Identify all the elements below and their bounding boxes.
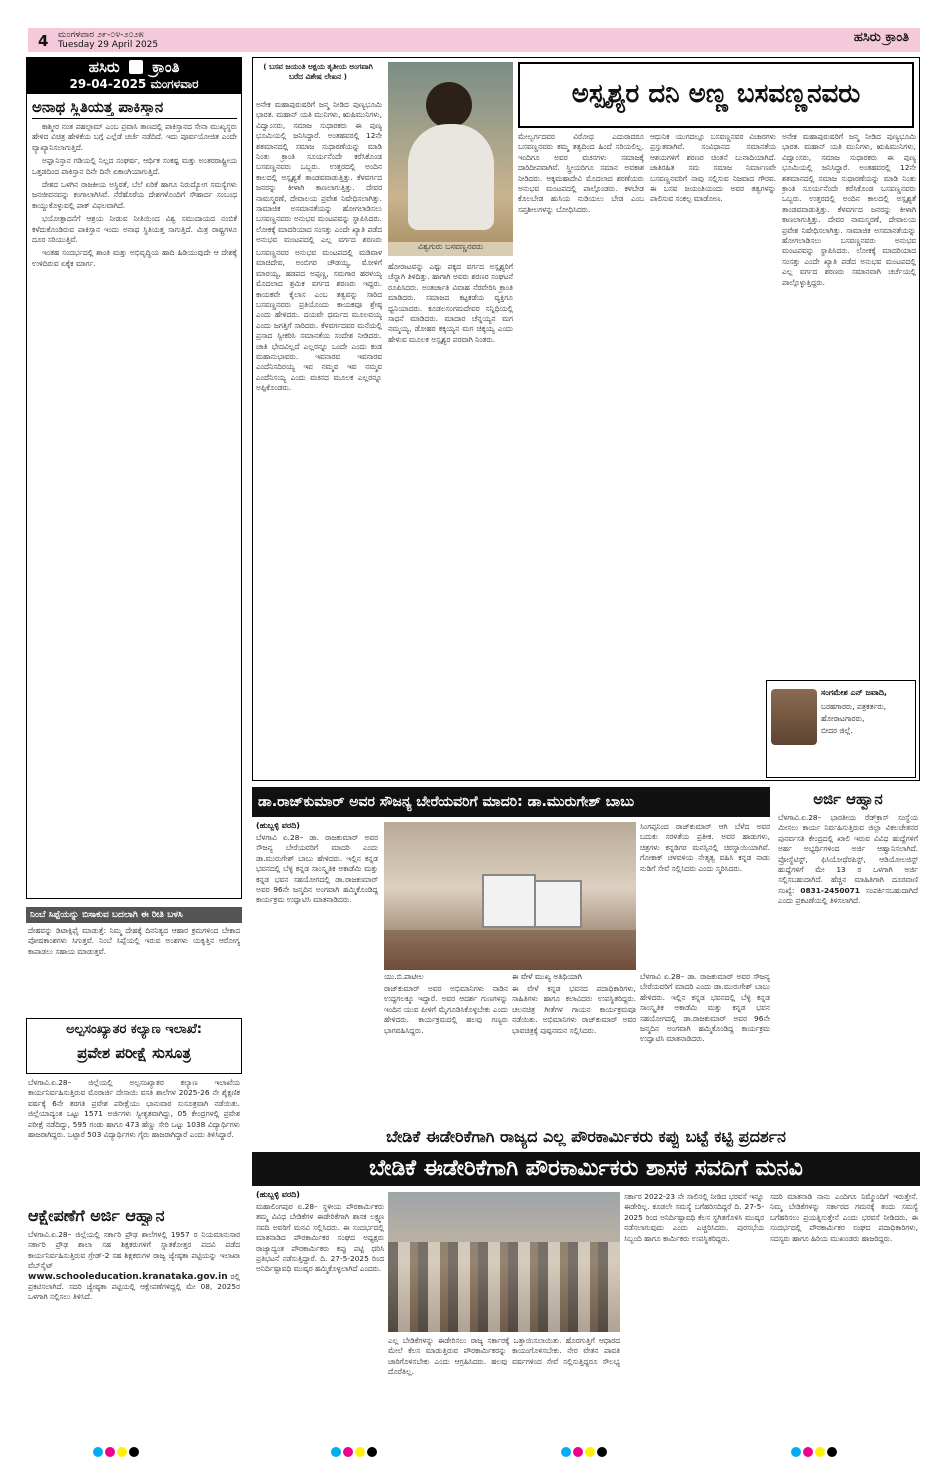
author-name: ಸಂಗಮೇಶ ಎನ್ ಜವಾದಿ,	[821, 688, 888, 697]
basava-col-3: ಮೇಲ್ವರ್ಗದವರ ವಿರೋಧ ಎದುರಾದರೂ ಬಸವಣ್ಣನವರು ತಮ್ಮ ತತ್ವದಿಂದ ಹಿಂದೆ ಸರಿಯಲಿಲ್ಲ. ಇಂದಿಗೂ ಅವರ ವಚನಗಳು ಸಮಾಜಕ್ಕೆ ದಾರಿದೀಪವಾಗಿವೆ. ಸ್ತ್ರೀಯರಿಗೂ ಸಮಾನ ಅವಕಾಶ ನೀಡಿದರು. ಅಕ್ಕಮಹಾದೇವಿ ಮೊದಲಾದ ಶರಣೆಯರು ಅನುಭವ ಮಂಟಪದಲ್ಲಿ ಪಾಲ್ಗೊಂಡರು. ಕಳಬೇಡ ಕೊಲಬೇಡ ಹುಸಿಯ ನುಡಿಯಲು ಬೇಡ ಎಂಬ ಸಪ್ತಶೀಲಗಳನ್ನು ಬೋಧಿಸಿದರು.	[518, 132, 644, 214]
editorial-paragraph: ದೇಶದ ಒಳಗಿನ ರಾಜಕೀಯ ಅಸ್ಥಿರತೆ, ಬೆಲೆ ಏರಿಕೆ ಹಾಗೂ ನಿರುದ್ಯೋಗ ಸಮಸ್ಯೆಗಳು ಜನಜೀವನವನ್ನು ಕಂಗಾಲಾಗಿಸಿವೆ. ನೆರೆಹೊರೆಯ ದೇಶಗಳೊಂದಿಗೆ ಸೌಹಾರ್ದ ಸಂಬಂಧ ಕಾಯ್ದುಕೊಳ್ಳುವಲ್ಲಿ ಪಾಕ್ ವಿಫಲವಾಗಿದೆ.	[32, 180, 237, 210]
objection-body	[28, 1230, 240, 1426]
rajkumar-col-4: ಸಿಂಗಪ್ಪನಿಂದ ರಾಜ್‌ಕುಮಾರ್ ಆಗಿ ಬೆಳೆದ ಅವರ ಬದುಕು ಸರಳತೆಯ ಪ್ರತೀಕ. ಅವರ ಹಾಡುಗಳು, ಚಿತ್ರಗಳು ಕನ್ನಡಿಗರ ಮನಸ್ಸಿನಲ್ಲಿ ಚಿರಸ್ಥಾಯಿಯಾಗಿವೆ. ಗೋಕಾಕ್ ಚಳವಳಿಯ ನೇತೃತ್ವ ವಹಿಸಿ ಕನ್ನಡ ನಾಡು ನುಡಿಗೆ ಸೇವೆ ಸಲ್ಲಿಸಿದರು ಎಂದು ಸ್ಮರಿಸಿದರು.	[640, 822, 770, 873]
portrait-robe	[408, 124, 494, 230]
basava-headline: ಅಸ್ಪೃಶ್ಯರ ದನಿ ಅಣ್ಣ ಬಸವಣ್ಣನವರು	[518, 62, 914, 128]
rajkumar-col-2: ರಾಜ್‌ಕುಮಾರ್ ಅವರ ಅಭಿಮಾನಿಗಳು ನಾಡಿನ ಉದ್ದಗಲಕ್ಕೂ ಇದ್ದಾರೆ. ಅವರ ಆದರ್ಶ ಗುಣಗಳನ್ನು ಇಂದಿನ ಯುವ ಪೀಳಿಗೆ ಮೈಗೂಡಿಸಿಕೊಳ್ಳಬೇಕು ಎಂದು ಹೇಳಿದರು. ಕಾರ್ಯಕ್ರಮದಲ್ಲಿ ಹಲವು ಗಣ್ಯರು ಭಾಗವಹಿಸಿದ್ದರು.	[384, 984, 508, 1035]
reg-mark	[117, 1447, 127, 1457]
paper-name-right: ಕ್ರಾಂತಿ	[152, 58, 180, 76]
arji-body	[778, 813, 918, 1113]
objection-title: ಆಕ್ಷೇಪಣೆಗೆ ಅರ್ಜಿ ಆಹ್ವಾನ	[28, 1206, 165, 1225]
author-photo	[771, 689, 817, 745]
reg-mark	[561, 1447, 571, 1457]
editorial-paragraph: ಅಫ್ಘಾನಿಸ್ತಾನ ಗಡಿಯಲ್ಲಿ ನಿಲ್ಲದ ಸಂಘರ್ಷ, ಆರ್ಥಿಕ ಸಂಕಷ್ಟ ಮತ್ತು ಅಂತರರಾಷ್ಟ್ರೀಯ ಒತ್ತಡದಿಂದ ಪಾಕಿಸ್ತಾನ ದಿನೇ ದಿನೇ ಏಕಾಂಗಿಯಾಗುತ್ತಿದೆ.	[32, 156, 237, 176]
reg-mark	[573, 1447, 583, 1457]
reg-mark	[597, 1447, 607, 1457]
author-line-3: ಹೋರಾಟಗಾರರು,	[821, 714, 865, 723]
basava-col-1: ಅನೇಕ ಮಹಾಪುರುಷರಿಗೆ ಜನ್ಮ ನೀಡಿದ ಪುಣ್ಯಭೂಮಿ ಭಾರತ. ಮಹಾನ್ ಯತಿ ಮುನಿಗಳು, ಋಷಿಮುನಿಗಳು, ವಿದ್ವಾಂಸರು, ಸಮಾಜ ಸುಧಾರಕರು ಈ ಪುಣ್ಯ ಭೂಮಿಯಲ್ಲಿ ಜನಿಸಿದ್ದಾರೆ. ಅಂತಹವರಲ್ಲಿ 12ನೇ ಶತಮಾನದಲ್ಲಿ ಸಮಾಜ ಸುಧಾರಣೆಯನ್ನು ಮಾಡಿ ನಿಂತು ಕ್ರಾಂತಿ ಸೂರ್ಯನೆಂದೇ ಕರೆಸಿಕೊಂಡ ಬಸವಣ್ಣನವರು ಒಬ್ಬರು. ಉತ್ತರದಲ್ಲಿ ಅಂದಿನ ಕಾಲದಲ್ಲಿ ಅಸ್ಪೃಶ್ಯತೆ ತಾಂಡವವಾಡುತ್ತಿತ್ತು. ಕೆಳವರ್ಗದ ಜನರನ್ನು ಕೀಳಾಗಿ ಕಾಣಲಾಗುತ್ತಿತ್ತು. ದೇವರ ನಾಮಸ್ಮರಣೆ, ದೇವಾಲಯ ಪ್ರವೇಶ ನಿಷೇಧಿಸಲಾಗಿತ್ತು. ಸಾಮಾಜಿಕ ಅಸಮಾನತೆಯನ್ನು ಹೋಗಲಾಡಿಸಲು ಬಸವಣ್ಣನವರು ಅನುಭವ ಮಂಟಪವನ್ನು ಸ್ಥಾಪಿಸಿದರು. ಲೋಕಕ್ಕೆ ಮಾದರಿಯಾದ ಸಂಸತ್ತು ಎಂದೇ ಖ್ಯಾತಿ ಪಡೆದ ಅನುಭವ ಮಂಟಪದಲ್ಲಿ ಎಲ್ಲ ವರ್ಗದ ಶರಣರು	[256, 100, 382, 244]
exam-title-line1: ಅಲ್ಪಸಂಖ್ಯಾತರ ಕಲ್ಯಾಣ ಇಲಾಖೆ:	[66, 1022, 202, 1037]
paper-name-left: ಹಸಿರು	[88, 58, 120, 76]
basava-portrait	[388, 62, 513, 254]
tip-body: ದೇಹವನ್ನು ಡಿಟಾಕ್ಸಿಫೈ ಮಾಡುತ್ತೆ: ನಿಮ್ಮ ದೇಹಕ್ಕೆ ದಿನನಿತ್ಯದ ಆಹಾರ ಕ್ರಮಗಳಿಂದ ಬೇಕಾದ ಪೋಷಕಾಂಶಗಳು ಸಿಗುತ್ತವೆ. ನಿಂಬೆ ಸಿಪ್ಪೆಯಲ್ಲಿ ಇರುವ ಅಂಶಗಳು ಯಕೃತ್ತಿನ ಆರೋಗ್ಯ ಕಾಪಾಡಲು ಸಹಾಯ ಮಾಡುತ್ತವೆ.	[28, 926, 240, 956]
workers-col-2: ಎಲ್ಲ ಬೇಡಿಕೆಗಳನ್ನು ಈಡೇರಿಸಲು ರಾಜ್ಯ ಸರ್ಕಾರಕ್ಕೆ ಒತ್ತಾಯಿಸಲಾಯಿತು. ಹೊರಗುತ್ತಿಗೆ ಆಧಾರದ ಮೇಲೆ ಕೆಲಸ ಮಾಡುತ್ತಿರುವ ಪೌರಕಾರ್ಮಿಕರನ್ನು ಕಾಯಂಗೊಳಿಸಬೇಕು. ನೇರ ವೇತನ ಪಾವತಿ ಜಾರಿಗೊಳಿಸಬೇಕು ಎಂದು ಆಗ್ರಹಿಸಿದರು. ಹಲವು ವರ್ಷಗಳಿಂದ ಸೇವೆ ಸಲ್ಲಿಸುತ್ತಿದ್ದರೂ ಸೌಲಭ್ಯ ದೊರೆತಿಲ್ಲ.	[388, 1336, 620, 1377]
workers-photo	[388, 1192, 620, 1332]
workers-col-1: ಮಹಾಲಿಂಗಪುರ ಏ.28– ಸ್ಥಳೀಯ ಪೌರಕಾರ್ಮಿಕರು ತಮ್ಮ ವಿವಿಧ ಬೇಡಿಕೆಗಳ ಈಡೇರಿಕೆಗಾಗಿ ಶಾಸಕ ಲಕ್ಷ್ಮಣ ಸವದಿ ಅವರಿಗೆ ಮನವಿ ಸಲ್ಲಿಸಿದರು. ಈ ಸಂದರ್ಭದಲ್ಲಿ ಮಾತನಾಡಿದ ಪೌರಕಾರ್ಮಿಕರ ಸಂಘದ ಅಧ್ಯಕ್ಷರು ರಾಜ್ಯಾದ್ಯಂತ ಪೌರಕಾರ್ಮಿಕರು ಕಪ್ಪು ಪಟ್ಟಿ ಧರಿಸಿ ಪ್ರತಿಭಟನೆ ನಡೆಸುತ್ತಿದ್ದಾರೆ. ದಿ. 27-5-2025 ರಿಂದ ಅನಿರ್ದಿಷ್ಟಾವಧಿ ಮುಷ್ಕರ ಹಮ್ಮಿಕೊಳ್ಳಲಾಗಿದೆ ಎಂದರು.	[256, 1202, 384, 1274]
arji-title: ಅರ್ಜಿ ಆಹ್ವಾನ	[813, 790, 883, 808]
author-line-4: ಬೀದರ ಜಿಲ್ಲೆ.	[821, 726, 853, 735]
reg-mark	[585, 1447, 595, 1457]
author-line-2: ಬರಹಗಾರರು, ಪತ್ರಕರ್ತರು,	[821, 702, 887, 711]
date-line	[58, 30, 158, 50]
editorial-paragraph: ಇಂತಹ ಸಂದರ್ಭದಲ್ಲಿ ಶಾಂತಿ ಮತ್ತು ಅಭಿವೃದ್ಧಿಯ ಹಾದಿ ಹಿಡಿಯುವುದೇ ಆ ದೇಶಕ್ಕೆ ಉಳಿದಿರುವ ಏಕೈಕ ಮಾರ್ಗ.	[32, 248, 237, 268]
workers-strap: ಬೇಡಿಕೆ ಈಡೇರಿಕೆಗಾಗಿ ರಾಜ್ಯದ ಎಲ್ಲ ಪೌರಕಾರ್ಮಿಕರು ಕಪ್ಪು ಬಟ್ಟೆ ಕಟ್ಟಿ ಪ್ರದರ್ಶನ	[386, 1127, 786, 1146]
portrait-frame	[534, 880, 582, 928]
editorial-paragraph: ಭಯೋತ್ಪಾದನೆಗೆ ಆಶ್ರಯ ನೀಡುವ ನೀತಿಯಿಂದ ವಿಶ್ವ ಸಮುದಾಯದ ನಂಬಿಕೆ ಕಳೆದುಕೊಂಡಿರುವ ಪಾಕಿಸ್ತಾನ ಇಂದು ಅನಾಥ ಸ್ಥಿತಿಯತ್ತ ಸಾಗುತ್ತಿದೆ. ಮಿತ್ರ ರಾಷ್ಟ್ರಗಳೂ ದೂರ ಸರಿಯುತ್ತಿವೆ.	[32, 214, 237, 245]
reg-mark	[105, 1447, 115, 1457]
logo-icon	[129, 60, 143, 74]
registration-marks	[790, 1442, 838, 1461]
objection-url[interactable]: www.schooleducation.kranataka.gov.in	[28, 1271, 228, 1282]
portrait-head	[426, 82, 472, 128]
arji-text: ಬೆಳಗಾವಿ.ಏ.28– ಭಾರತೀಯ ರೆಡ್‌ಕ್ರಾಸ್ ಸಂಸ್ಥೆಯ ಮೀಸಲು ಕಾರ್ಯ ನಿರ್ವಹಿಸುತ್ತಿರುವ ಜಿಲ್ಲಾ ವಿಕಲಚೇತನರ ಪುನರ್ವಸತಿ ಕೇಂದ್ರದಲ್ಲಿ ಖಾಲಿ ಇರುವ ವಿವಿಧ ಹುದ್ದೆಗಳಿಗೆ ಅರ್ಹ ಅಭ್ಯರ್ಥಿಗಳಿಂದ ಅರ್ಜಿ ಆಹ್ವಾನಿಸಲಾಗಿದೆ. ಪ್ರೋಸ್ಥೆಟಿಸ್ಟ್, ಫಿಸಿಯೋಥೆರಪಿಸ್ಟ್, ಆಡಿಯೋಲಜಿಸ್ಟ್ ಹುದ್ದೆಗಳಿಗೆ ಮೇ 13 ರ ಒಳಗಾಗಿ ಅರ್ಜಿ ಸಲ್ಲಿಸಬಹುದಾಗಿದೆ. ಹೆಚ್ಚಿನ ಮಾಹಿತಿಗಾಗಿ ದೂರವಾಣಿ ಸಂಖ್ಯೆ:	[778, 813, 918, 895]
objection-text-2: ರಲ್ಲಿ ಪ್ರಕಟಿಸಲಾಗಿದೆ. ಸದರಿ ಜ್ಯೇಷ್ಠತಾ ಪಟ್ಟಿಯಲ್ಲಿ ಆಕ್ಷೇಪಣೆಗಳಿದ್ದಲ್ಲಿ ಮೇ 08, 2025ರ ಒಳಗಾಗಿ ಸಲ್ಲಿಸಲು ತಿಳಿಸಿದೆ.	[28, 1271, 240, 1302]
rajkumar-headline: ಡಾ.ರಾಜ್‌ಕುಮಾರ್ ಅವರ ಸೌಜನ್ಯ ಬೇರೆಯವರಿಗೆ ಮಾದರಿ: ಡಾ.ಮುರುಗೇಶ್ ಬಾಬು	[252, 787, 770, 817]
editorial-date: 29-04-2025 ಮಂಗಳವಾರ	[69, 77, 199, 91]
rajkumar-col-1: ಬೆಳಗಾವಿ ಏ.28– ಡಾ. ರಾಜಕುಮಾರ್ ಅವರ ಸೌಜನ್ಯ ಬೇರೆಯವರಿಗೆ ಮಾದರಿ ಎಂದು ಡಾ.ಮುರುಗೇಶ್ ಬಾಬು ಹೇಳಿದರು. ಇಲ್ಲಿನ ಕನ್ನಡ ಭವನದಲ್ಲಿ ಬೆಳ್ಳಿ ಕನ್ನಡ ಸಾಂಸ್ಕೃತಿಕ ಅಕಾಡೆಮಿ ಮತ್ತು ಕನ್ನಡ ಭವನ ಸಹಯೋಗದಲ್ಲಿ ಡಾ.ರಾಜಕುಮಾರ್ ಅವರ 96ನೇ ಜನ್ಮದಿನ ಅಂಗವಾಗಿ ಹಮ್ಮಿಕೊಂಡಿದ್ದ ಕಾರ್ಯಕ್ರಮ ಉದ್ಘಾಟಿಸಿ ಮಾತನಾಡಿದರು.	[256, 833, 378, 905]
workers-headline: ಬೇಡಿಕೆ ಈಡೇರಿಕೆಗಾಗಿ ಪೌರಕಾರ್ಮಿಕರು ಶಾಸಕ ಸವದಿಗೆ ಮನವಿ	[252, 1152, 920, 1186]
reg-mark	[827, 1447, 837, 1457]
tip-title: ನಿಂಬೆ ಸಿಪ್ಪೆಯನ್ನು ಬಿಸಾಕುವ ಬದಲಾಗಿ ಈ ರೀತಿ ಬಳಸಿ	[26, 907, 242, 923]
registration-marks	[92, 1442, 140, 1461]
rajkumar-col-5: ಬೆಳಗಾವಿ ಏ.28– ಡಾ. ರಾಜಕುಮಾರ್ ಅವರ ಸೌಜನ್ಯ ಬೇರೆಯವರಿಗೆ ಮಾದರಿ ಎಂದು ಡಾ.ಮುರುಗೇಶ್ ಬಾಬು ಹೇಳಿದರು. ಇಲ್ಲಿನ ಕನ್ನಡ ಭವನದಲ್ಲಿ ಬೆಳ್ಳಿ ಕನ್ನಡ ಸಾಂಸ್ಕೃತಿಕ ಅಕಾಡೆಮಿ ಮತ್ತು ಕನ್ನಡ ಭವನ ಸಹಯೋಗದಲ್ಲಿ ಡಾ.ರಾಜಕುಮಾರ್ ಅವರ 96ನೇ ಜನ್ಮದಿನ ಅಂಗವಾಗಿ ಹಮ್ಮಿಕೊಂಡಿದ್ದ ಕಾರ್ಯಕ್ರಮ ಉದ್ಘಾಟಿಸಿ ಮಾತನಾಡಿದರು.	[640, 972, 770, 1044]
arji-phone[interactable]: 0831-2450071	[800, 885, 860, 895]
exam-body: ಬೆಳಗಾವಿ.ಏ.28– ಜಿಲ್ಲೆಯಲ್ಲಿ ಅಲ್ಪಸಂಖ್ಯಾತರ ಕಲ್ಯಾಣ ಇಲಾಖೆಯ ಕಾರ್ಯನಿರ್ವಹಿಸುತ್ತಿರುವ ಮೊರಾರ್ಜಿ ದೇಸಾಯಿ ವಸತಿ ಶಾಲೆಗಳ 2025-26 ನೇ ಶೈಕ್ಷಣಿಕ ವರ್ಷಕ್ಕೆ 6ನೇ ತರಗತಿ ಪ್ರವೇಶ ಪರೀಕ್ಷೆಯು ಭಾನುವಾರ ಸುಸೂತ್ರವಾಗಿ ನಡೆಯಿತು. ಜಿಲ್ಲೆಯಾದ್ಯಂತ ಒಟ್ಟು 1571 ಅರ್ಜಿಗಳು ಸ್ವೀಕೃತವಾಗಿದ್ದು, 05 ಕೇಂದ್ರಗಳಲ್ಲಿ ಪ್ರವೇಶ ಪರೀಕ್ಷೆ ನಡೆದಿದ್ದು, 595 ಗಂಡು ಹಾಗೂ 473 ಹೆಣ್ಣು ಸೇರಿ ಒಟ್ಟು 1038 ವಿದ್ಯಾರ್ಥಿಗಳು ಹಾಜರಾಗಿದ್ದರು. ಒಟ್ಟಾರೆ 503 ವಿದ್ಯಾರ್ಥಿಗಳು ಗೈರು ಹಾಜರಾಗಿದ್ದಾರೆ ಎಂದು ತಿಳಿಸಿದ್ದಾರೆ.	[28, 1078, 240, 1140]
date-english: Tuesday 29 April 2025	[58, 40, 159, 50]
reg-mark	[815, 1447, 825, 1457]
workers-dateline: (ಹುಬ್ಬಳ್ಳಿ ವರದಿ)	[256, 1190, 300, 1199]
reg-mark	[803, 1447, 813, 1457]
rajkumar-caption-2: ಈ ವೇಳೆ ಮುಖ್ಯ ಅತಿಥಿಯಾಗಿ	[512, 972, 582, 981]
arji-text-2: ಸಂಪರ್ಕಿಸಬಹುದಾಗಿದೆ ಎಂದು ಪ್ರಕಟಣೆಯಲ್ಲಿ ತಿಳಿಸಲಾಗಿದೆ.	[778, 885, 918, 906]
portrait-frame	[482, 874, 536, 928]
stage	[384, 930, 636, 970]
editorial-paragraph: ಕಾಶ್ಮೀರ ನಂತ ಪಹಲ್ಗಾಮ್ ಎಂಬ ಪ್ರವಾಸಿ ತಾಣದಲ್ಲಿ ಪಾಕಿಸ್ತಾನದ ಸೇನಾ ಮುಖ್ಯಸ್ಥರು ಹೇಳಿದ ವಿಚಿತ್ರ ಹೇಳಿಕೆಯ ಬಗ್ಗೆ ಎಲ್ಲೆಡೆ ಚರ್ಚೆ ನಡೆದಿದೆ. ಇದು ಪೂರ್ವಯೋಜಿತ ಎಂದೇ ವ್ಯಾಖ್ಯಾನಿಸಲಾಗುತ್ತಿದೆ.	[32, 122, 237, 152]
rajkumar-event-photo	[384, 822, 636, 970]
exam-title-box	[26, 1018, 242, 1074]
basava-col-4: ಆಧುನಿಕ ಯುಗದಲ್ಲೂ ಬಸವಣ್ಣನವರ ವಿಚಾರಗಳು ಪ್ರಸ್ತುತವಾಗಿವೆ. ಸಂವಿಧಾನದ ಸಮಾನತೆಯ ಆಶಯಗಳಿಗೆ ಶರಣರ ಚಿಂತನೆ ಬುನಾದಿಯಾಗಿದೆ. ಜಾತಿರಹಿತ ಸಮ ಸಮಾಜ ನಿರ್ಮಾಣವೇ ಬಸವಣ್ಣನವರಿಗೆ ನಾವು ಸಲ್ಲಿಸುವ ನಿಜವಾದ ಗೌರವ. ಈ ಬಸವ ಜಯಂತಿಯಂದು ಅವರ ತತ್ವಗಳನ್ನು ಪಾಲಿಸುವ ಸಂಕಲ್ಪ ಮಾಡೋಣ.	[650, 132, 776, 204]
author-box	[766, 680, 916, 778]
basava-col-2: ಹೋರಾಟವನ್ನು ಎಷ್ಟು ಪಕ್ಕದ ವರ್ಗದ ಅಸ್ಪೃಶ್ಯರಿಗೆ ಚೆನ್ನಾಗಿ ತಿಳಿದಿತ್ತು. ಹಾಗಾಗಿ ಅವರು ಶರಣರ ಸಂಘಟನೆ ರೂಪಿಸಿದರು. ಅಂತರ್ಜಾತಿ ವಿವಾಹ ನೆರವೇರಿಸಿ ಕ್ರಾಂತಿ ಮಾಡಿದರು. ಸಮಾಜದ ಕಟ್ಟಕಡೆಯ ವ್ಯಕ್ತಿಗೂ ಧ್ವನಿಯಾದರು. ಕೂಡಲಸಂಗಮದೇವರ ಸನ್ನಿಧಿಯಲ್ಲಿ ಸಾಧನೆ ಮಾಡಿದರು. ಮಾದಾರ ಚೆನ್ನಯ್ಯನ ಮಗ ನಮ್ಮಯ್ಯ, ಡೋಹರ ಕಕ್ಕಯ್ಯನ ಮಗ ಚಿಕ್ಕಯ್ಯ ಎಂದು ಹೇಳುವ ಮೂಲಕ ಅಸ್ಪೃಶ್ಯರ ಪರವಾಗಿ ನಿಂತರು.	[388, 262, 513, 344]
registration-marks	[330, 1442, 378, 1461]
objection-text: ಬೆಳಗಾವಿ.ಏ.28– ಜಿಲ್ಲೆಯಲ್ಲಿ ಸರ್ಕಾರಿ ಪ್ರೌಢ ಶಾಲೆಗಳಲ್ಲಿ 1957 ರ ನಿಯಮಾನುಸಾರ ಸರ್ಕಾರಿ ಪ್ರೌಢ ಶಾಲಾ ಸಹ ಶಿಕ್ಷಕರುಗಳಿಗೆ ಸ್ನಾತಕೋತ್ತರ ಪದವಿ ಪಡೆದ ಕಾರ್ಯನಿರ್ವಹಿಸುತ್ತಿರುವ ಗ್ರೇಡ್-2 ಸಹ ಶಿಕ್ಷಕರುಗಳ ರಾಜ್ಯ ಜ್ಯೇಷ್ಠತಾ ಪಟ್ಟಿಯನ್ನು ಇಲಾಖಾ ವೆಬ್‌ಸೈಟ್	[28, 1230, 240, 1271]
reg-mark	[343, 1447, 353, 1457]
reg-mark	[93, 1447, 103, 1457]
basava-col-5: ಅನೇಕ ಮಹಾಪುರುಷರಿಗೆ ಜನ್ಮ ನೀಡಿದ ಪುಣ್ಯಭೂಮಿ ಭಾರತ. ಮಹಾನ್ ಯತಿ ಮುನಿಗಳು, ಋಷಿಮುನಿಗಳು, ವಿದ್ವಾಂಸರು, ಸಮಾಜ ಸುಧಾರಕರು ಈ ಪುಣ್ಯ ಭೂಮಿಯಲ್ಲಿ ಜನಿಸಿದ್ದಾರೆ. ಅಂತಹವರಲ್ಲಿ 12ನೇ ಶತಮಾನದಲ್ಲಿ ಸಮಾಜ ಸುಧಾರಣೆಯನ್ನು ಮಾಡಿ ನಿಂತು ಕ್ರಾಂತಿ ಸೂರ್ಯನೆಂದೇ ಕರೆಸಿಕೊಂಡ ಬಸವಣ್ಣನವರು ಒಬ್ಬರು. ಉತ್ತರದಲ್ಲಿ ಅಂದಿನ ಕಾಲದಲ್ಲಿ ಅಸ್ಪೃಶ್ಯತೆ ತಾಂಡವವಾಡುತ್ತಿತ್ತು. ಕೆಳವರ್ಗದ ಜನರನ್ನು ಕೀಳಾಗಿ ಕಾಣಲಾಗುತ್ತಿತ್ತು. ದೇವರ ನಾಮಸ್ಮರಣೆ, ದೇವಾಲಯ ಪ್ರವೇಶ ನಿಷೇಧಿಸಲಾಗಿತ್ತು. ಸಾಮಾಜಿಕ ಅಸಮಾನತೆಯನ್ನು ಹೋಗಲಾಡಿಸಲು ಬಸವಣ್ಣನವರು ಅನುಭವ ಮಂಟಪವನ್ನು ಸ್ಥಾಪಿಸಿದರು. ಲೋಕಕ್ಕೆ ಮಾದರಿಯಾದ ಸಂಸತ್ತು ಎಂದೇ ಖ್ಯಾತಿ ಪಡೆದ ಅನುಭವ ಮಂಟಪದಲ್ಲಿ ಎಲ್ಲ ವರ್ಗದ ಶರಣರು ಸಮಾನವಾಗಿ ಚರ್ಚೆಯಲ್ಲಿ ಪಾಲ್ಗೊಳ್ಳುತ್ತಿದ್ದರು.	[782, 132, 916, 287]
page-header	[28, 28, 920, 52]
registration-marks	[560, 1442, 608, 1461]
reg-mark	[367, 1447, 377, 1457]
editorial-title: ಅನಾಥ ಸ್ಥಿತಿಯತ್ತ ಪಾಕಿಸ್ತಾನ	[32, 98, 164, 116]
reg-mark	[355, 1447, 365, 1457]
page-number: 4	[38, 32, 49, 50]
reg-mark	[791, 1447, 801, 1457]
basava-photo-caption: ವಿಶ್ವಗುರು ಬಸವಣ್ಣನವರು	[388, 242, 513, 256]
exam-title-line2: ಪ್ರವೇಶ ಪರೀಕ್ಷೆ ಸುಸೂತ್ರ	[77, 1044, 191, 1062]
reg-mark	[129, 1447, 139, 1457]
crowd	[388, 1242, 620, 1332]
rajkumar-caption-1: ಯು.ಬಿ.ಪಾಟೀಲ	[384, 972, 424, 981]
divider	[32, 118, 237, 119]
basava-col-1b: ಬಸವಣ್ಣನವರ ಅನುಭವ ಮಂಟಪದಲ್ಲಿ ಮಡಿವಾಳ ಮಾಚಿದೇವ, ಅಂಬಿಗರ ಚೌಡಯ್ಯ, ಮೋಳಿಗೆ ಮಾರಯ್ಯ, ಹಡಪದ ಅಪ್ಪಣ್ಣ, ಸಮಗಾರ ಹರಳಯ್ಯ ಮೊದಲಾದ ಶ್ರಮಿಕ ವರ್ಗದ ಶರಣರು ಇದ್ದರು. ಕಾಯಕವೇ ಕೈಲಾಸ ಎಂಬ ತತ್ವವನ್ನು ಸಾರಿದ ಬಸವಣ್ಣನವರು ಪ್ರತಿಯೊಂದು ಕಾಯಕವೂ ಶ್ರೇಷ್ಠ ಎಂದು ಹೇಳಿದರು. ದಯವೇ ಧರ್ಮದ ಮೂಲವಯ್ಯ ಎಂದು ಜಗತ್ತಿಗೆ ಸಾರಿದರು. ಕೆಳವರ್ಗದವರ ಮನೆಯಲ್ಲಿ ಪ್ರಸಾದ ಸ್ವೀಕರಿಸಿ ಸಮಾನತೆಯ ಸಂದೇಶ ನೀಡಿದರು. ಜಾತಿ ಭೇದವಿಲ್ಲದೆ ಎಲ್ಲರನ್ನೂ ಒಂದೇ ಎಂದು ಕಂಡ ಮಹಾನುಭಾವರು. ಇವನಾರವ ಇವನಾರವ ಎಂದೆನಿಸದಿರಯ್ಯ ಇವ ನಮ್ಮವ ಇವ ನಮ್ಮವ ಎಂದೆನಿಸಯ್ಯ ಎಂದು ವಚನದ ಮೂಲಕ ಎಲ್ಲರನ್ನೂ ಅಪ್ಪಿಕೊಂಡರು.	[256, 248, 382, 393]
basava-kicker: ( ಬಸವ ಜಯಂತಿ ಅಕ್ಷಯ ತೃತೀಯ ಅಂಗವಾಗಿ ಬರೆದ ವಿಶೇಷ ಲೇಖನ )	[263, 62, 373, 82]
editorial-banner	[27, 58, 241, 94]
reg-mark	[331, 1447, 341, 1457]
workers-col-3: ಸರ್ಕಾರ 2022-23 ನೇ ಸಾಲಿನಲ್ಲಿ ನೀಡಿದ ಭರವಸೆ ಇನ್ನೂ ಈಡೇರಿಲ್ಲ. ಕೂಡಲೇ ಸಮಸ್ಯೆ ಬಗೆಹರಿಸದಿದ್ದರೆ ದಿ. 27-5-2025 ರಿಂದ ಅನಿರ್ದಿಷ್ಟಾವಧಿ ಕೆಲಸ ಸ್ಥಗಿತಗೊಳಿಸಿ ಮುಷ್ಕರ ನಡೆಸಲಾಗುವುದು ಎಂದು ಎಚ್ಚರಿಸಿದರು. ಪುರಸಭೆಯ ಸಿಬ್ಬಂದಿ ಹಾಗೂ ಕಾರ್ಮಿಕರು ಉಪಸ್ಥಿತರಿದ್ದರು.	[624, 1192, 764, 1243]
masthead: ಹಸಿರು ಕ್ರಾಂತಿ	[853, 30, 909, 45]
date-kannada: ಮಂಗಳವಾರ ೨೯-೦೪-೨೦೨೫	[58, 30, 144, 40]
rajkumar-dateline: (ಹುಬ್ಬಳ್ಳಿ ವರದಿ)	[256, 821, 300, 830]
editorial-body	[32, 122, 237, 892]
workers-col-4: ಸದರಿ ಮಾತನಾಡಿ ನಾನು ಎಂದಿಗೂ ನಿಮ್ಮೊಂದಿಗೆ ಇರುತ್ತೇನೆ. ನಿಮ್ಮ ಬೇಡಿಕೆಗಳನ್ನು ಸರ್ಕಾರದ ಗಮನಕ್ಕೆ ತಂದು ಸಮಸ್ಯೆ ಬಗೆಹರಿಸಲು ಪ್ರಯತ್ನಿಸುತ್ತೇನೆ ಎಂದು ಭರವಸೆ ನೀಡಿದರು. ಈ ಸಂದರ್ಭದಲ್ಲಿ ಪೌರಕಾರ್ಮಿಕರ ಸಂಘದ ಪದಾಧಿಕಾರಿಗಳು, ಸದಸ್ಯರು ಹಾಗೂ ಹಿರಿಯ ಮುಖಂಡರು ಹಾಜರಿದ್ದರು.	[770, 1192, 918, 1243]
rajkumar-col-3: ಈ ವೇಳೆ ಕನ್ನಡ ಭವನದ ಪದಾಧಿಕಾರಿಗಳು, ಸಾಹಿತಿಗಳು ಹಾಗೂ ಕಲಾವಿದರು ಉಪಸ್ಥಿತರಿದ್ದರು. ಚಲನಚಿತ್ರ ಗೀತೆಗಳ ಗಾಯನ ಕಾರ್ಯಕ್ರಮವೂ ನಡೆಯಿತು. ಅಭಿಮಾನಿಗಳು ರಾಜ್‌ಕುಮಾರ್ ಅವರ ಭಾವಚಿತ್ರಕ್ಕೆ ಪುಷ್ಪನಮನ ಸಲ್ಲಿಸಿದರು.	[512, 984, 636, 1035]
